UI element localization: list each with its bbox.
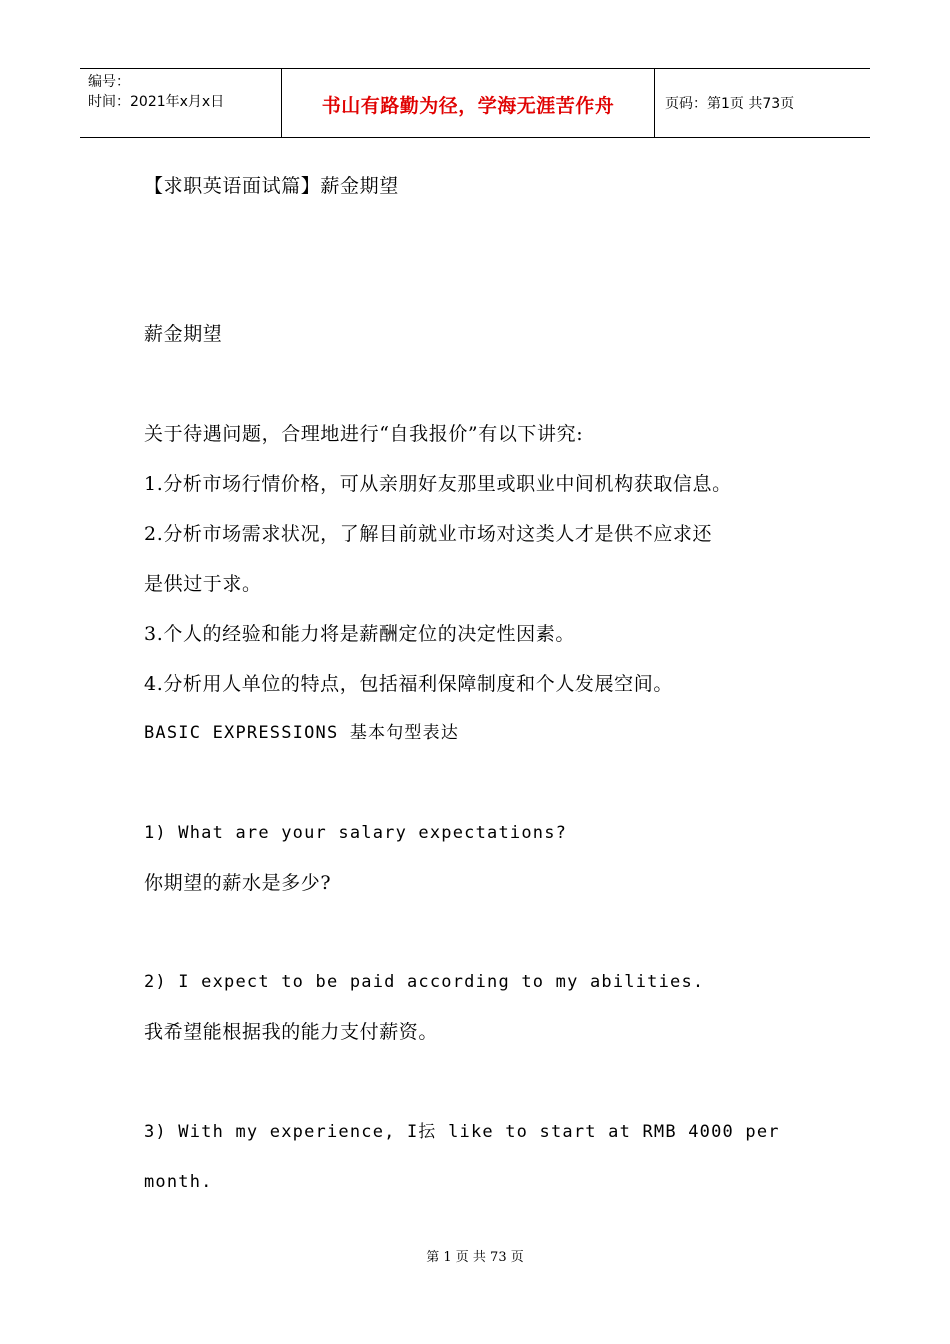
header-info-cell [80, 69, 280, 137]
intro-paragraph: 关于待遇问题，合理地进行“自我报价”有以下讲究: [144, 423, 584, 445]
header-motto-cell [281, 69, 655, 137]
number-label: 编号： [88, 74, 130, 90]
expression-chinese: 你期望的薪水是多少? [144, 872, 332, 894]
expression-chinese: 我希望能根据我的能力支付薪资。 [144, 1021, 439, 1043]
list-item: 3.个人的经验和能力将是薪酬定位的决定性因素。 [144, 623, 575, 645]
page-header [80, 68, 870, 138]
expression-english-continuation: month. [144, 1172, 213, 1192]
page-footer: 第 1 页 共 73 页 [426, 1250, 524, 1265]
section-heading: 薪金期望 [144, 323, 223, 345]
basic-expressions-heading: BASIC EXPRESSIONS 基本句型表达 [144, 723, 460, 743]
header-motto: 书山有路勤为径，学海无涯苦作舟 [321, 95, 615, 117]
list-item: 2.分析市场需求状况，了解目前就业市场对这类人才是供不应求还 [144, 523, 713, 545]
expression-english: 2) I expect to be paid according to my abilities. [144, 972, 705, 992]
list-item: 1.分析市场行情价格，可从亲朋好友那里或职业中间机构获取信息。 [144, 473, 732, 495]
date-label: 时间：2021年x月x日 [88, 94, 225, 110]
expression-english: 3) With my experience, I抎 like to start at RMB 4000 per [144, 1122, 780, 1142]
list-item: 4.分析用人单位的特点，包括福利保障制度和个人发展空间。 [144, 673, 673, 695]
document-title: 【求职英语面试篇】薪金期望 [144, 175, 399, 197]
header-page-cell [655, 69, 870, 137]
header-page-info: 页码：第1页 共73页 [665, 96, 795, 112]
expression-english: 1) What are your salary expectations? [144, 823, 568, 843]
list-item-continuation: 是供过于求。 [144, 573, 262, 595]
